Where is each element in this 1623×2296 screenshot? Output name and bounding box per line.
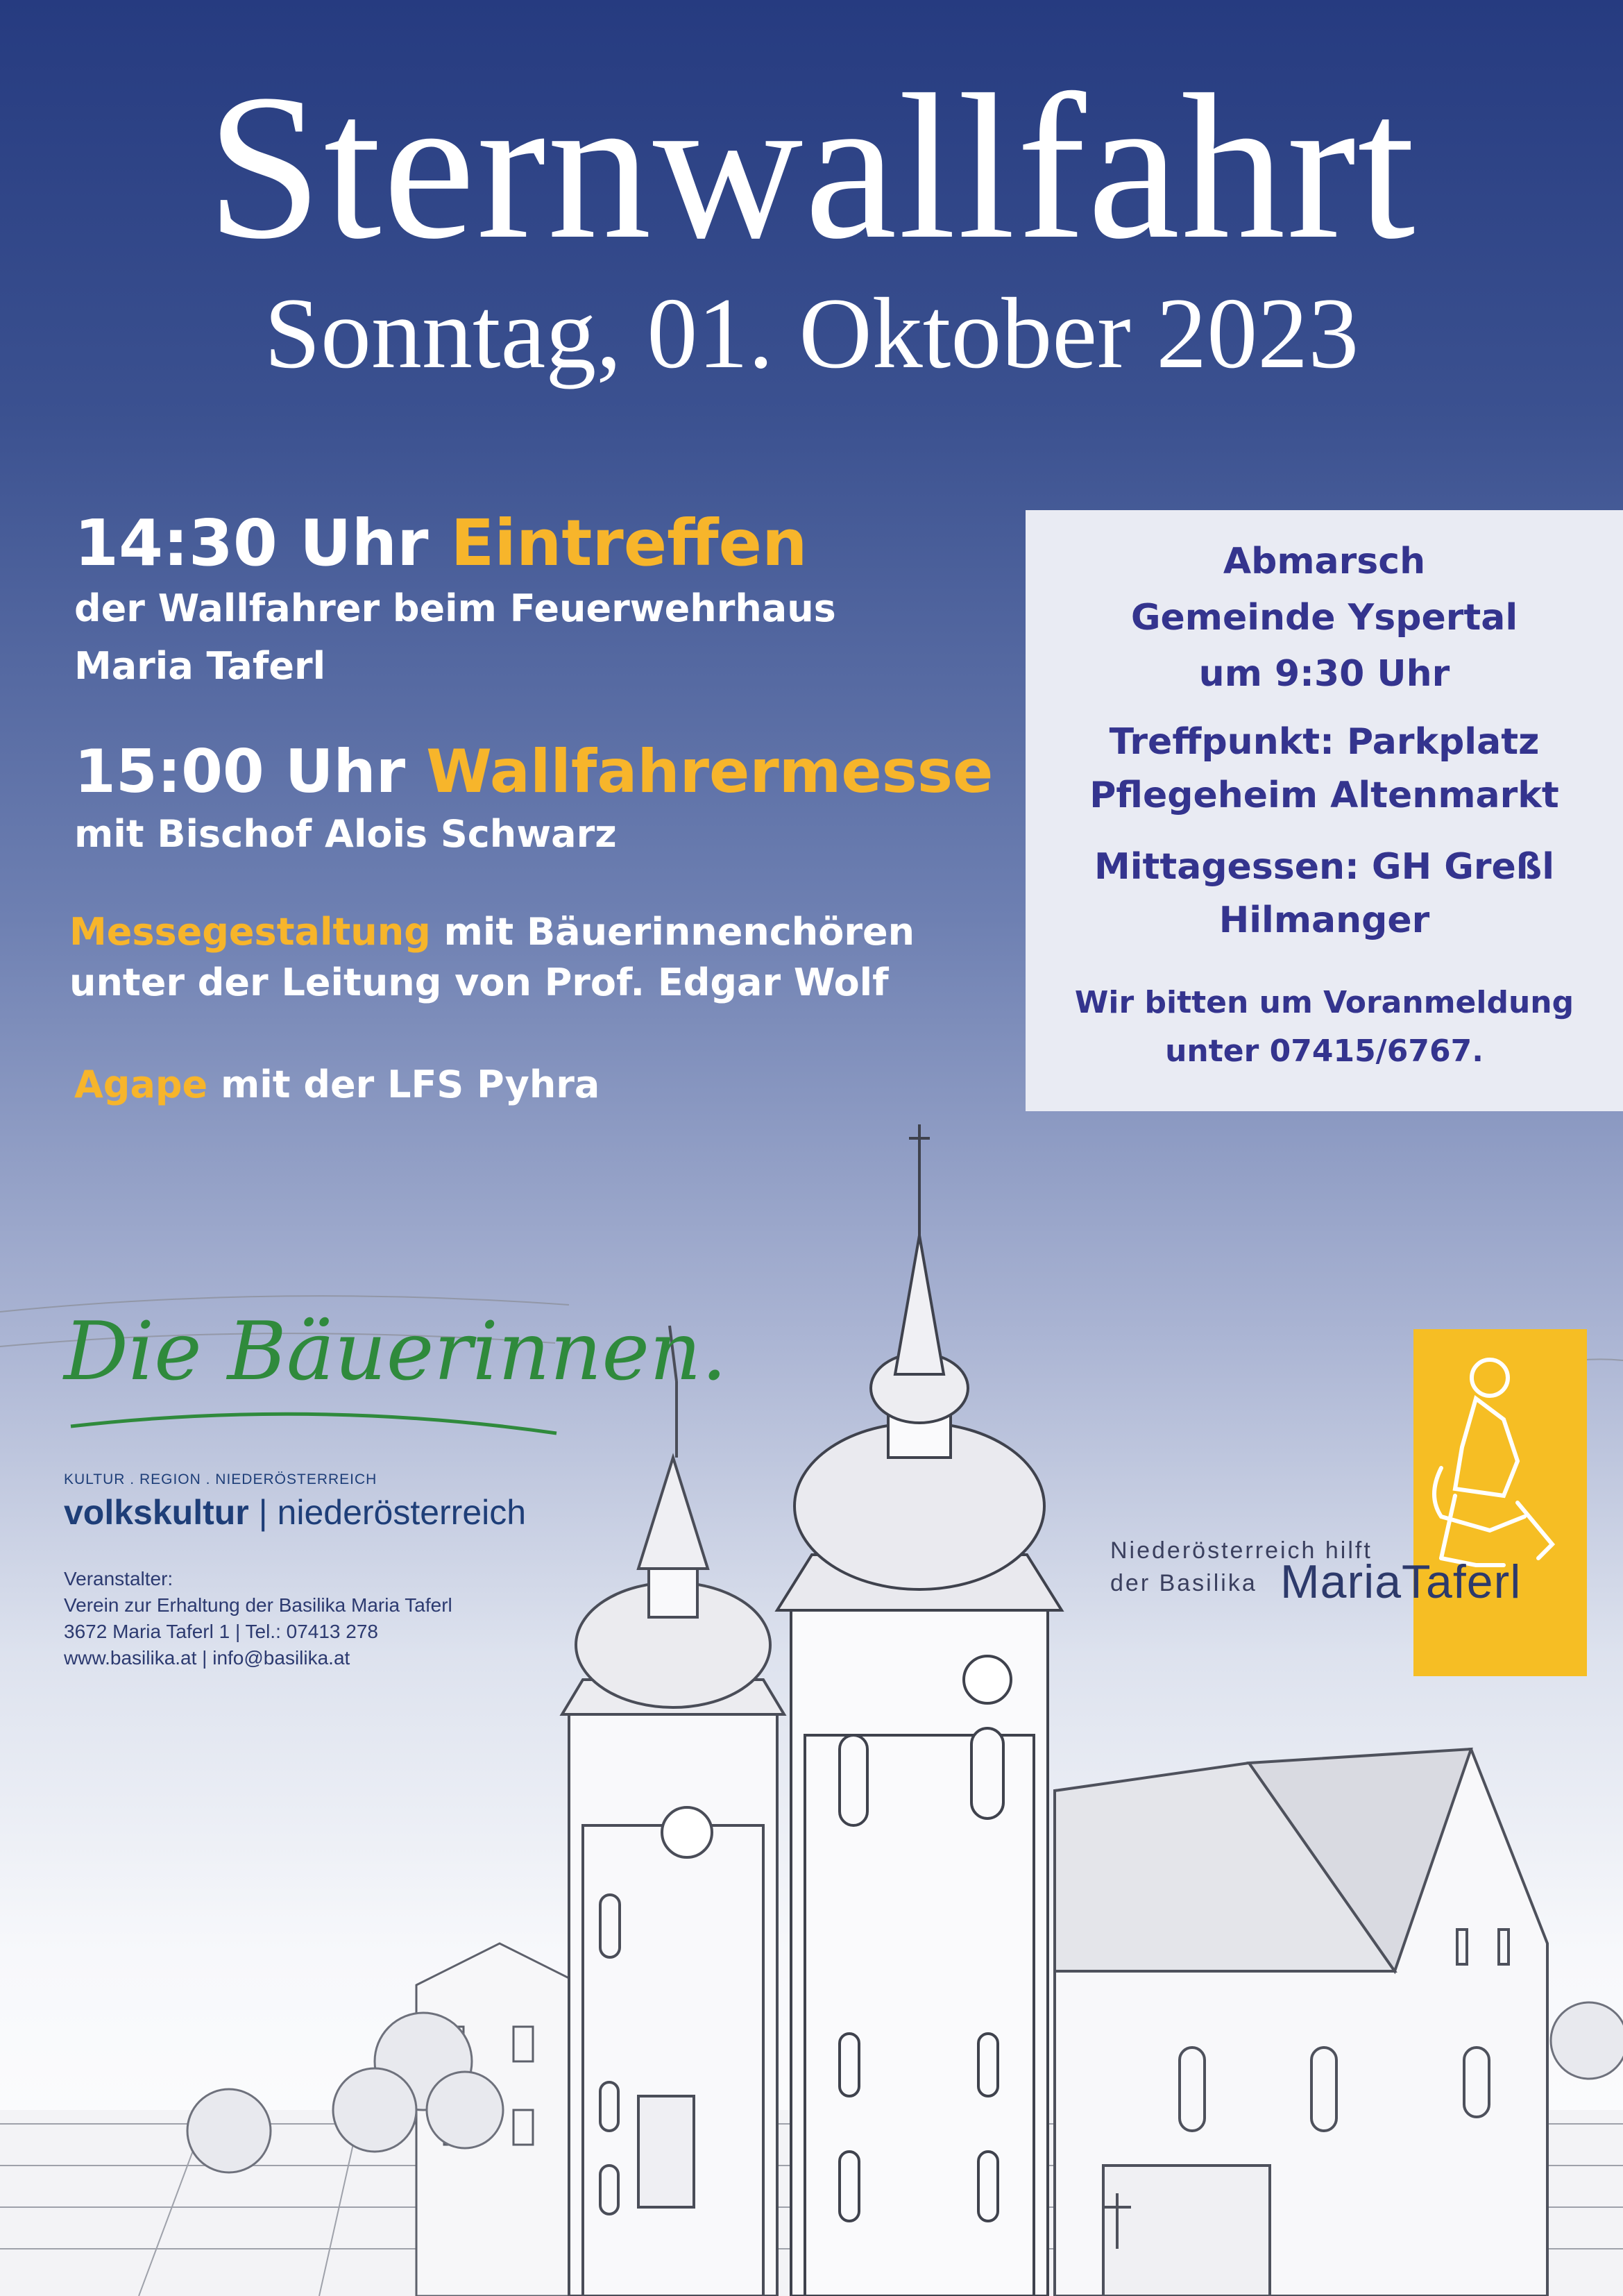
program-item-2-title: Wallfahrermesse [426, 737, 994, 807]
organizer-name: Verein zur Erhaltung der Basilika Maria Taferl [64, 1594, 452, 1616]
volkskultur-logo-text: volkskultur | niederösterreich [64, 1493, 527, 1532]
event-date: Sonntag, 01. Oktober 2023 [264, 277, 1359, 389]
program-item-1-detail-1: der Wallfahrer beim Feuerwehrhaus [74, 586, 836, 630]
info-registration-phone: unter 07415/6767. [1165, 1033, 1484, 1069]
program-item-4-title: Agape [74, 1063, 208, 1106]
info-meeting-point: Treffpunkt: Parkplatz [1109, 721, 1540, 763]
program-item-3-detail-2: unter der Leitung von Prof. Edgar Wolf [69, 961, 889, 1004]
info-departure-time: um 9:30 Uhr [1198, 653, 1450, 695]
program-item-1-time: 14:30 Uhr [74, 506, 429, 580]
program-item-3 [69, 909, 915, 955]
program-item-3-detail: mit Bäuerinnenchören [443, 910, 915, 954]
baeuerinnen-logo: Die Bäuerinnen. [64, 1305, 727, 1399]
info-meeting-place: Pflegeheim Altenmarkt [1089, 775, 1559, 816]
poster-title: Sternwallfahrt [206, 51, 1417, 282]
taferl-word: Taferl [1402, 1555, 1522, 1608]
organizer-label: Veranstalter: [64, 1568, 173, 1589]
program-item-2 [74, 734, 993, 810]
kultur-region-label: KULTUR . REGION . NIEDERÖSTERREICH [64, 1471, 377, 1487]
organizer-address: 3672 Maria Taferl 1 | Tel.: 07413 278 [64, 1621, 378, 1642]
pieta-icon [1413, 1329, 1587, 1676]
noe-hilft-line2: der Basilika [1110, 1570, 1257, 1596]
program-item-4 [74, 1062, 600, 1108]
baeuerinnen-logo-swoosh [64, 1402, 563, 1437]
program-item-1-title: Eintreffen [450, 506, 808, 580]
basilica-illustration [0, 1124, 1623, 2296]
program-item-2-detail: mit Bischof Alois Schwarz [74, 812, 617, 856]
info-lunch-place: Hilmanger [1218, 900, 1430, 941]
program-item-3-title: Messegestaltung [69, 910, 431, 954]
info-registration: Wir bitten um Voranmeldung [1074, 985, 1574, 1020]
maria-word: Maria [1280, 1555, 1402, 1608]
organizer-contact: www.basilika.at | info@basilika.at [64, 1647, 350, 1669]
volkskultur-word: volkskultur [64, 1493, 249, 1532]
program-item-1-detail-2: Maria Taferl [74, 644, 326, 688]
noe-hilft-line1: Niederösterreich hilft [1110, 1537, 1373, 1564]
maria-taferl-wordmark [1280, 1555, 1521, 1609]
program-item-4-detail: mit der LFS Pyhra [220, 1063, 600, 1106]
info-departure-label: Abmarsch [1223, 541, 1426, 582]
program-item-2-time: 15:00 Uhr [74, 737, 406, 807]
program-item-1 [74, 505, 808, 582]
info-box [1026, 510, 1623, 1111]
niederoesterreich-word: niederösterreich [277, 1493, 527, 1532]
maria-taferl-logo [1413, 1329, 1587, 1676]
info-lunch: Mittagessen: GH Greßl [1094, 846, 1555, 888]
info-departure-place: Gemeinde Yspertal [1130, 597, 1518, 639]
